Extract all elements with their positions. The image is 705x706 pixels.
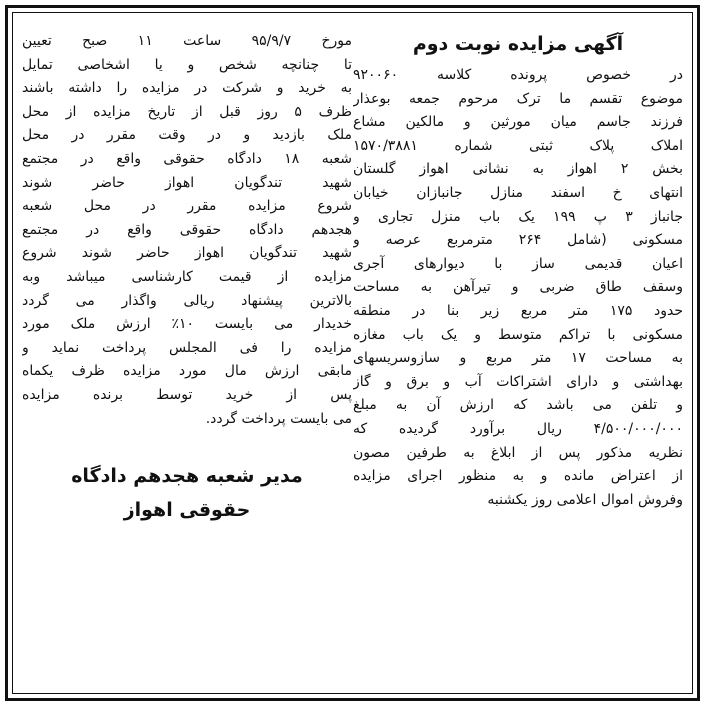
text-line: تا چنانچه شخص و یا اشخاصی تمایل (22, 56, 352, 73)
text-line: به مساحت ۱۷ متر مربع و سازوسریسهای (353, 350, 683, 367)
right-column-text (353, 64, 683, 512)
text-line: هجدهم دادگاه حقوقی واقع در مجتمع (22, 221, 352, 238)
left-column-text (22, 30, 352, 431)
text-line: موضوع تقسم ما ترک مرحوم جمعه بوعذار (353, 90, 683, 107)
text-line: بهداشتی و دارای اشتراکات آب و برق و گاز (353, 373, 683, 390)
text-line: مزایده از قیمت کارشناسی میباشد وبه (22, 268, 352, 285)
signature-block (22, 459, 352, 527)
text-line: حدود ۱۷۵ متر مربع زیر بنا در منطقه (353, 302, 683, 319)
right-column (353, 30, 683, 512)
text-line: پس از خرید توسط برنده مزایده (22, 386, 352, 403)
text-line: ظرف ۵ روز قبل از تاریخ مزایده از محل (22, 103, 352, 120)
text-line: نظریه مذکور پس از ابلاغ به طرفین مصون (353, 444, 683, 461)
text-line: مسکونی (شامل ۲۶۴ مترمربع عرصه و (353, 232, 683, 249)
text-line: از اعتراض مانده و به منظور اجرای مزایده (353, 468, 683, 485)
text-line: بخش ۲ اهواز به نشانی اهواز گلستان (353, 161, 683, 178)
text-line: اعیان قدیمی ساز با دیوارهای آجری (353, 255, 683, 272)
text-line: خدیدار می بایست ۱۰٪ ارزش ملک مورد (22, 316, 352, 333)
text-line: می بایست پرداخت گردد. (205, 410, 352, 427)
text-line: مزایده را فی المجلس پرداخت نماید و (22, 339, 352, 356)
text-line: مورخ ۹۵/۹/۷ ساعت ۱۱ صبح تعیین (22, 33, 352, 49)
text-line: وفروش اموال اعلامی روز یکشنبه (487, 491, 683, 508)
text-line: شهید تندگویان اهواز حاضر شوند شروع (22, 245, 352, 262)
text-line: مابقی ارزش مال مورد مزایده ظرف یکماه (22, 363, 352, 380)
text-line: مسکونی با تراکم متوسط و یک باب مغازه (353, 326, 683, 343)
text-line: و تلفن می باشد که ارزش آن به مبلغ (353, 397, 683, 414)
text-line: بالاترین پیشنهاد ریالی واگذار می گردد (22, 292, 352, 309)
text-line: شعبه ۱۸ دادگاه حقوقی واقع در مجتمع (22, 150, 352, 167)
text-line: فرزند جاسم میان مورثین و مالکین مشاع (353, 114, 683, 131)
text-line: در خصوص پرونده کلاسه ۹۲۰۰۶۰ (353, 67, 683, 83)
text-line: انتهای خ اسفند منازل جانبازان خیابان (353, 184, 683, 201)
text-line: ملک بازدید و در وقت مقرر در محل (22, 127, 352, 144)
text-line: املاک پلاک ثبتی شماره ۱۵۷۰/۳۸۸۱ (353, 137, 683, 154)
text-line: به خرید و شرکت در مزایده را داشته باشند (22, 80, 352, 97)
text-line: شروع مزایده مقرر در محل شعبه (22, 198, 352, 215)
text-line: جانباز ۳ پ ۱۹۹ یک باب منزل تجاری و (353, 208, 683, 225)
text-line: وسقف طاق ضربی و تیرآهن به مساحت (353, 279, 683, 296)
left-column (22, 30, 352, 527)
signature-line-2: حقوقی اهواز (123, 499, 251, 522)
text-line: ۴/۵۰۰/۰۰۰/۰۰۰ ریال برآورد گردیده که (353, 420, 683, 437)
signature-line-1: مدیر شعبه هجدهم دادگاه (71, 465, 303, 488)
notice-title: آگهی مزایده نوبت دوم (412, 33, 624, 55)
text-line: شهید تندگویان اهواز حاضر شوند (22, 174, 352, 191)
